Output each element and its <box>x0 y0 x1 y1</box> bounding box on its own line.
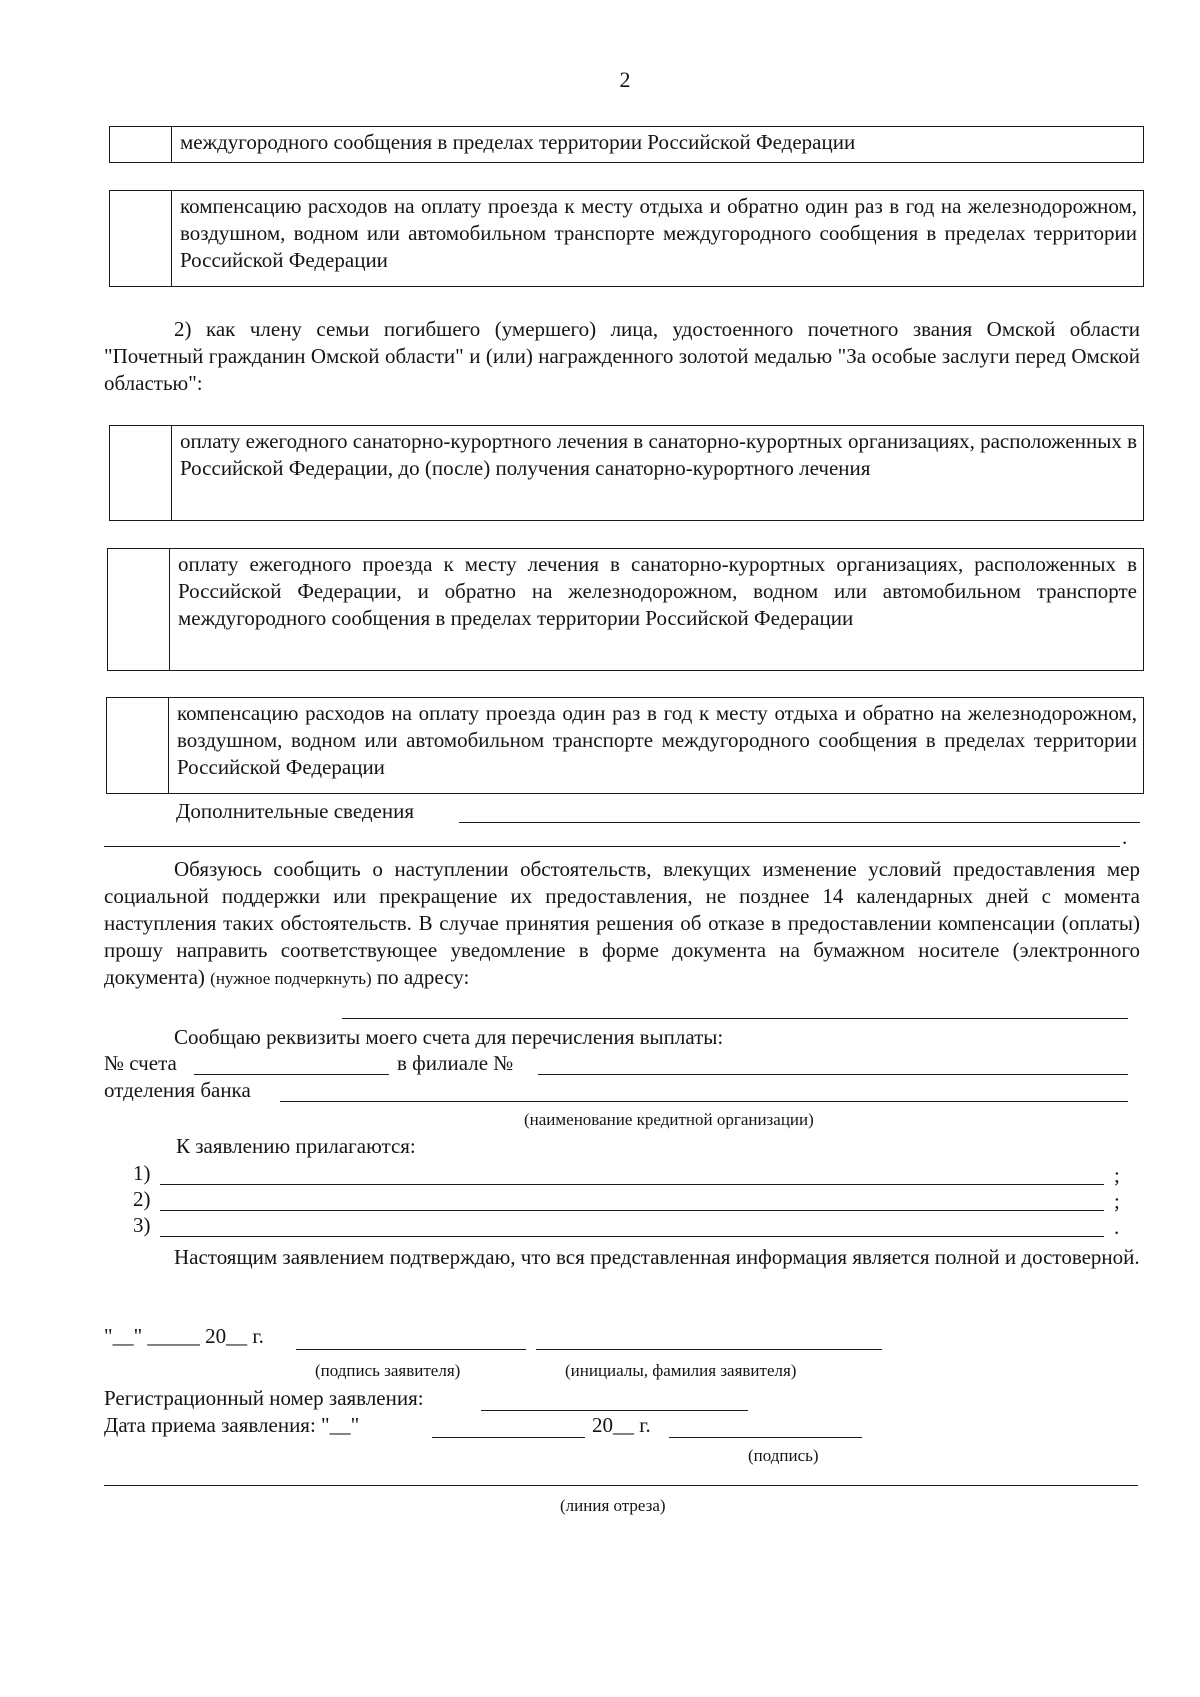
receipt-date-line[interactable] <box>432 1437 585 1438</box>
line-end-semicolon: ; <box>1114 1163 1120 1187</box>
receipt-year: 20__ г. <box>592 1413 651 1437</box>
attachment-line[interactable] <box>160 1236 1104 1237</box>
additional-info-label: Дополнительные сведения <box>176 799 415 823</box>
attachment-number: 2) <box>133 1187 151 1211</box>
confirmation-text: Настоящим заявлением подтверждаю, что вся представленная информация является полной и достоверной. <box>174 1245 1140 1269</box>
line-end-period: . <box>1114 1215 1120 1239</box>
account-label: № счета <box>104 1051 177 1075</box>
option-text: компенсацию расходов на оплату проезда к месту отдыха и обратно один раз в год на железнодорожном, воздушном, водном или автомобильном транспорте междугородного сообщения в пределах территории Российской Федерации <box>180 194 1137 272</box>
option-box-sanatorium-treatment <box>109 425 1144 521</box>
obligation-paragraph <box>104 856 1140 992</box>
receipt-date-label: Дата приема заявления: "__" <box>104 1413 360 1437</box>
option-text: междугородного сообщения в пределах территории Российской Федерации <box>180 130 856 154</box>
reg-number-line[interactable] <box>481 1410 748 1411</box>
option-checkbox[interactable] <box>110 191 172 286</box>
attachment-number: 1) <box>133 1161 151 1185</box>
option-box-treatment-travel <box>107 548 1144 671</box>
option-text: компенсацию расходов на оплату проезда один раз в год к месту отдыха и обратно на железнодорожном, воздушном, водном или автомобильном транспорте междугородного сообщения в пределах территории Российской Федерации <box>177 701 1137 779</box>
reg-number-label: Регистрационный номер заявления: <box>104 1386 424 1410</box>
option-text: оплату ежегодного проезда к месту лечения в санаторно-курортных организациях, расположенных в Российской Федерации, и обратно на железнодорожном, водном или автомобильном транспорте междугородного сообщения в пределах территории Российской Федерации <box>178 552 1137 630</box>
cut-line-caption: (линия отреза) <box>560 1496 666 1515</box>
signature-caption: (подпись заявителя) <box>315 1361 461 1380</box>
section2-intro: 2) как члену семьи погибшего (умершего) лица, удостоенного почетного звания Омской области "Почетный гражданин Омской области" и (или) награжденного золотой медалью "За особые заслуги перед Омской областью": <box>104 317 1140 395</box>
additional-info-line-2[interactable] <box>104 846 1120 847</box>
account-number-line[interactable] <box>194 1074 389 1075</box>
branch-number-line[interactable] <box>538 1074 1128 1075</box>
receipt-sign-line[interactable] <box>669 1437 862 1438</box>
bank-dept-label: отделения банка <box>104 1078 251 1102</box>
option-checkbox[interactable] <box>110 426 172 520</box>
address-line[interactable] <box>342 1018 1128 1019</box>
bank-dept-line[interactable] <box>280 1101 1128 1102</box>
page-number: 2 <box>619 67 631 92</box>
sign-caption: (подпись) <box>748 1446 819 1465</box>
additional-info-line-1[interactable] <box>459 822 1140 823</box>
option-checkbox[interactable] <box>107 698 169 793</box>
initials-line[interactable] <box>536 1349 882 1350</box>
address-label: по адресу: <box>376 965 470 989</box>
bank-intro: Сообщаю реквизиты моего счета для перечисления выплаты: <box>174 1025 724 1049</box>
initials-caption: (инициалы, фамилия заявителя) <box>565 1361 797 1380</box>
line-end-semicolon: ; <box>1114 1189 1120 1213</box>
option-checkbox[interactable] <box>110 127 172 162</box>
option-text: оплату ежегодного санаторно-курортного лечения в санаторно-курортных организациях, расположенных в Российской Федерации, до (после) получения санаторно-курортного лечения <box>180 429 1137 480</box>
bank-caption: (наименование кредитной организации) <box>524 1110 814 1129</box>
attachments-label: К заявлению прилагаются: <box>176 1134 416 1158</box>
obligation-text: Обязуюсь сообщить о наступлении обстоятельств, влекущих изменение условий предоставления мер социальной поддержки или прекращение их предоставления, не позднее 14 календарных дней с момента наступления таких обстоятельств. В случае принятия решения об отказе в предоставлении компенсации (оплаты) прошу направить соответствующее уведомление в форме документа на бумажном носителе (электронного документа) <box>104 857 1140 989</box>
line-end-period: . <box>1122 825 1128 849</box>
branch-label: в филиале № <box>397 1051 514 1075</box>
signature-line[interactable] <box>296 1349 526 1350</box>
cut-line <box>104 1485 1138 1486</box>
attachment-number: 3) <box>133 1213 151 1237</box>
option-checkbox[interactable] <box>108 549 170 670</box>
obligation-note: (нужное подчеркнуть) <box>210 969 372 988</box>
option-box-rest-travel <box>106 697 1144 794</box>
application-date: "__" _____ 20__ г. <box>104 1324 264 1348</box>
attachment-line[interactable] <box>160 1210 1104 1211</box>
option-box-intercity <box>109 126 1144 163</box>
attachment-line[interactable] <box>160 1184 1104 1185</box>
option-box-rest-travel-compensation <box>109 190 1144 287</box>
